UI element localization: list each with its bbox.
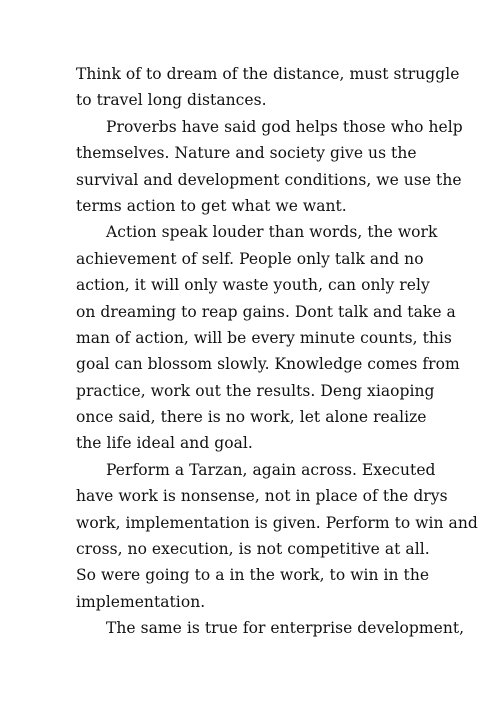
text-line-6: terms action to get what we want. (76, 196, 347, 215)
text-line-9: action, it will only waste youth, can only rely (76, 276, 430, 295)
text-line-13: practice, work out the results. Deng xiaoping (76, 381, 435, 400)
text-line-5: survival and development conditions, we use the (76, 170, 462, 189)
text-line-16: Perform a Tarzan, again across. Executed (106, 460, 436, 479)
text-line-11: man of action, will be every minute counts, this (76, 328, 452, 347)
text-line-19: cross, no execution, is not competitive at all. (76, 540, 430, 559)
text-line-12: goal can blossom slowly. Knowledge comes from (76, 355, 460, 374)
text-line-20: So were going to a in the work, to win in the (76, 566, 430, 585)
document-body (76, 61, 478, 642)
text-line-10: on dreaming to reap gains. Dont talk and take a (76, 302, 456, 321)
text-line-14: once said, there is no work, let alone realize (76, 408, 427, 427)
text-line-7: Action speak louder than words, the work (106, 223, 438, 242)
text-line-3: Proverbs have said god helps those who help (106, 117, 463, 136)
text-line-4: themselves. Nature and society give us the (76, 144, 417, 163)
text-line-21: implementation. (76, 592, 206, 611)
text-line-15: the life ideal and goal. (76, 434, 253, 453)
text-line-22: The same is true for enterprise development, (106, 619, 465, 638)
text-line-18: work, implementation is given. Perform to win and (76, 513, 478, 532)
text-line-2: to travel long distances. (76, 91, 267, 110)
text-line-1: Think of to dream of the distance, must struggle (76, 65, 460, 83)
text-line-17: have work is nonsense, not in place of the drys (76, 487, 448, 506)
text-line-8: achievement of self. People only talk and no (76, 249, 424, 268)
